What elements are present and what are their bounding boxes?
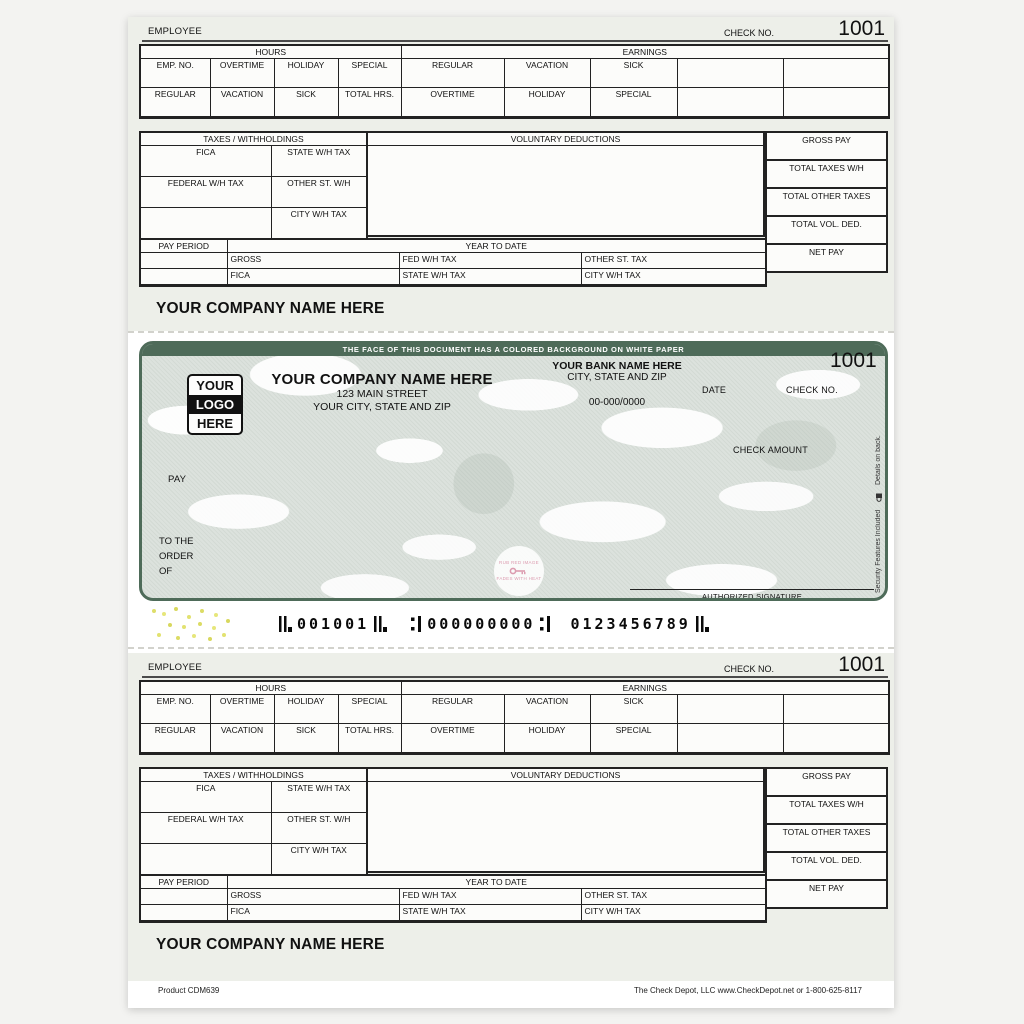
table-cell: HOLIDAY <box>504 88 590 118</box>
table-cell: EMP. NO. <box>140 59 210 88</box>
table-cell <box>140 269 227 286</box>
table-cell <box>783 59 889 88</box>
table-cell: SICK <box>274 724 338 754</box>
pay-stub <box>128 17 894 331</box>
pay-label: PAY <box>168 474 187 485</box>
table-cell: REGULAR <box>401 695 504 724</box>
check-no-label: CHECK NO. <box>724 664 775 674</box>
table-cell: SICK <box>590 695 677 724</box>
summary-column <box>765 131 888 273</box>
micr-transit-symbol <box>540 616 551 632</box>
micr-line <box>274 614 714 634</box>
table-cell: VACATION <box>210 724 274 754</box>
table-cell: CITY W/H TAX <box>581 269 766 286</box>
micr-account: 0123456789 <box>570 615 691 633</box>
check-no-label: CHECK NO. <box>786 385 838 395</box>
summary-box: TOTAL VOL. DED. <box>765 215 888 245</box>
table-cell: SPECIAL <box>338 695 401 724</box>
table-cell: TOTAL HRS. <box>338 724 401 754</box>
bank-fraction: 00-000/0000 <box>588 397 646 408</box>
summary-column <box>765 767 888 909</box>
voluntary-deductions-header: VOLUNTARY DEDUCTIONS <box>368 133 763 146</box>
summary-box: TOTAL TAXES W/H <box>765 795 888 825</box>
table-cell: FEDERAL W/H TAX <box>140 177 271 208</box>
summary-box: GROSS PAY <box>765 767 888 797</box>
order-line: OF <box>159 566 173 577</box>
order-line: ORDER <box>159 551 194 562</box>
table-cell: OTHER ST. TAX <box>581 889 766 905</box>
table-cell: FEDERAL W/H TAX <box>140 813 271 844</box>
table-cell: CITY W/H TAX <box>581 905 766 922</box>
hours-header: HOURS <box>140 681 401 695</box>
bank-name: YOUR BANK NAME HERE <box>552 360 682 372</box>
check-number: 1001 <box>838 653 885 676</box>
heat-sensitive-icon <box>494 546 544 596</box>
date-label: DATE <box>702 385 727 395</box>
table-cell <box>140 889 227 905</box>
table-cell <box>677 59 783 88</box>
table-cell: REGULAR <box>401 59 504 88</box>
company-block <box>227 371 537 414</box>
taxes-withholdings-table <box>139 767 368 876</box>
heat-icon-top-text: RUB RED IMAGE <box>499 560 539 565</box>
header-divider <box>142 40 888 42</box>
taxes-header: TAXES / WITHHOLDINGS <box>140 132 367 146</box>
table-cell: VACATION <box>210 88 274 118</box>
security-details-text: Details on back. <box>875 435 882 485</box>
voluntary-deductions-box <box>366 131 765 237</box>
heat-icon-bottom-text: FADES WITH HEAT <box>496 576 542 581</box>
table-cell: REGULAR <box>140 88 210 118</box>
table-cell <box>783 695 889 724</box>
logo-line: HERE <box>196 416 234 431</box>
check-no-label: CHECK NO. <box>724 28 775 38</box>
product-code: Product CDM639 <box>158 986 220 995</box>
table-cell: OVERTIME <box>401 88 504 118</box>
vendor-info: The Check Depot, LLC www.CheckDepot.net or 1-800-625-8117 <box>634 986 862 995</box>
ytd-header: YEAR TO DATE <box>227 875 766 889</box>
summary-box: TOTAL OTHER TAXES <box>765 187 888 217</box>
key-icon <box>509 566 529 576</box>
taxes-header: TAXES / WITHHOLDINGS <box>140 768 367 782</box>
voluntary-deductions-header: VOLUNTARY DEDUCTIONS <box>368 769 763 782</box>
signature-line <box>630 589 874 601</box>
top-pay-stub <box>128 17 894 331</box>
check-number: 1001 <box>838 17 885 40</box>
security-specks <box>152 609 156 613</box>
hours-earnings-table <box>139 44 890 119</box>
micr-transit-symbol <box>411 616 422 632</box>
security-note <box>875 406 883 596</box>
table-cell: HOLIDAY <box>274 59 338 88</box>
stub-company-name: YOUR COMPANY NAME HERE <box>156 936 385 953</box>
table-cell <box>783 724 889 754</box>
table-cell: OVERTIME <box>210 695 274 724</box>
logo-line: LOGO <box>189 395 241 414</box>
summary-box: TOTAL VOL. DED. <box>765 851 888 881</box>
table-cell: FICA <box>227 269 399 286</box>
table-cell: CITY W/H TAX <box>271 844 367 876</box>
check-security-banner: THE FACE OF THIS DOCUMENT HAS A COLORED BACKGROUND ON WHITE PAPER <box>142 344 885 356</box>
table-cell: FICA <box>140 782 271 813</box>
table-cell <box>677 695 783 724</box>
summary-box: TOTAL TAXES W/H <box>765 159 888 189</box>
stub-company-name: YOUR COMPANY NAME HERE <box>156 300 385 317</box>
pay-stub <box>128 653 894 981</box>
table-cell: REGULAR <box>140 724 210 754</box>
summary-box: TOTAL OTHER TAXES <box>765 823 888 853</box>
table-cell: CITY W/H TAX <box>271 208 367 240</box>
table-cell: OVERTIME <box>210 59 274 88</box>
table-cell: EMP. NO. <box>140 695 210 724</box>
employee-label: EMPLOYEE <box>148 26 202 37</box>
table-cell <box>140 253 227 269</box>
check-amount-label: CHECK AMOUNT <box>733 445 808 455</box>
micr-on-us-symbol <box>279 616 292 632</box>
table-cell: OVERTIME <box>401 724 504 754</box>
micr-on-us-symbol <box>696 616 709 632</box>
company-street: 123 MAIN STREET <box>336 388 428 400</box>
company-name: YOUR COMPANY NAME HERE <box>271 371 493 388</box>
to-the-order-of-label <box>159 534 194 579</box>
taxes-withholdings-table <box>139 131 368 240</box>
table-cell: HOLIDAY <box>504 724 590 754</box>
table-cell: FICA <box>140 146 271 177</box>
bank-city: CITY, STATE AND ZIP <box>567 372 667 383</box>
summary-box: GROSS PAY <box>765 131 888 161</box>
table-cell: GROSS <box>227 253 399 269</box>
table-cell: STATE W/H TAX <box>271 782 367 813</box>
security-included-text: Security Features Included <box>875 509 882 593</box>
table-cell: VACATION <box>504 695 590 724</box>
table-cell: TOTAL HRS. <box>338 88 401 118</box>
table-cell: OTHER ST. W/H <box>271 813 367 844</box>
table-cell <box>140 905 227 922</box>
check-number: 1001 <box>830 349 877 372</box>
pay-period-header: PAY PERIOD <box>140 239 227 253</box>
authorized-signature-label: AUTHORIZED SIGNATURE <box>701 592 803 601</box>
order-line: TO THE <box>159 536 194 547</box>
table-cell: FICA <box>227 905 399 922</box>
table-cell <box>783 88 889 118</box>
year-to-date-table <box>139 238 767 287</box>
table-cell: HOLIDAY <box>274 695 338 724</box>
summary-box: NET PAY <box>765 243 888 273</box>
logo-line: YOUR <box>196 378 234 393</box>
table-cell <box>677 724 783 754</box>
employee-label: EMPLOYEE <box>148 662 202 673</box>
table-cell: SPECIAL <box>338 59 401 88</box>
table-cell: OTHER ST. TAX <box>581 253 766 269</box>
micr-check-number: 001001 <box>297 615 370 633</box>
pay-period-header: PAY PERIOD <box>140 875 227 889</box>
check-body <box>139 341 888 601</box>
perforation-line <box>128 647 894 649</box>
table-cell: FED W/H TAX <box>399 253 581 269</box>
table-cell: STATE W/H TAX <box>271 146 367 177</box>
table-cell: STATE W/H TAX <box>399 269 581 286</box>
table-cell: STATE W/H TAX <box>399 905 581 922</box>
table-cell: SPECIAL <box>590 724 677 754</box>
earnings-header: EARNINGS <box>401 45 889 59</box>
table-cell: SICK <box>590 59 677 88</box>
table-cell <box>677 88 783 118</box>
hours-header: HOURS <box>140 45 401 59</box>
bottom-pay-stub <box>128 653 894 981</box>
check-sheet <box>128 17 894 1008</box>
table-cell <box>140 208 271 240</box>
ytd-header: YEAR TO DATE <box>227 239 766 253</box>
header-divider <box>142 676 888 678</box>
table-cell: FED W/H TAX <box>399 889 581 905</box>
voluntary-deductions-box <box>366 767 765 873</box>
table-cell: VACATION <box>504 59 590 88</box>
table-cell: SPECIAL <box>590 88 677 118</box>
lock-icon <box>875 493 883 502</box>
perforation-line <box>128 331 894 333</box>
table-cell <box>140 844 271 876</box>
year-to-date-table <box>139 874 767 923</box>
table-cell: SICK <box>274 88 338 118</box>
micr-routing: 000000000 <box>427 615 536 633</box>
table-cell: GROSS <box>227 889 399 905</box>
micr-on-us-symbol <box>374 616 387 632</box>
earnings-header: EARNINGS <box>401 681 889 695</box>
hours-earnings-table <box>139 680 890 755</box>
summary-box: NET PAY <box>765 879 888 909</box>
bank-block <box>517 360 717 408</box>
company-city: YOUR CITY, STATE AND ZIP <box>313 401 451 413</box>
table-cell: OTHER ST. W/H <box>271 177 367 208</box>
